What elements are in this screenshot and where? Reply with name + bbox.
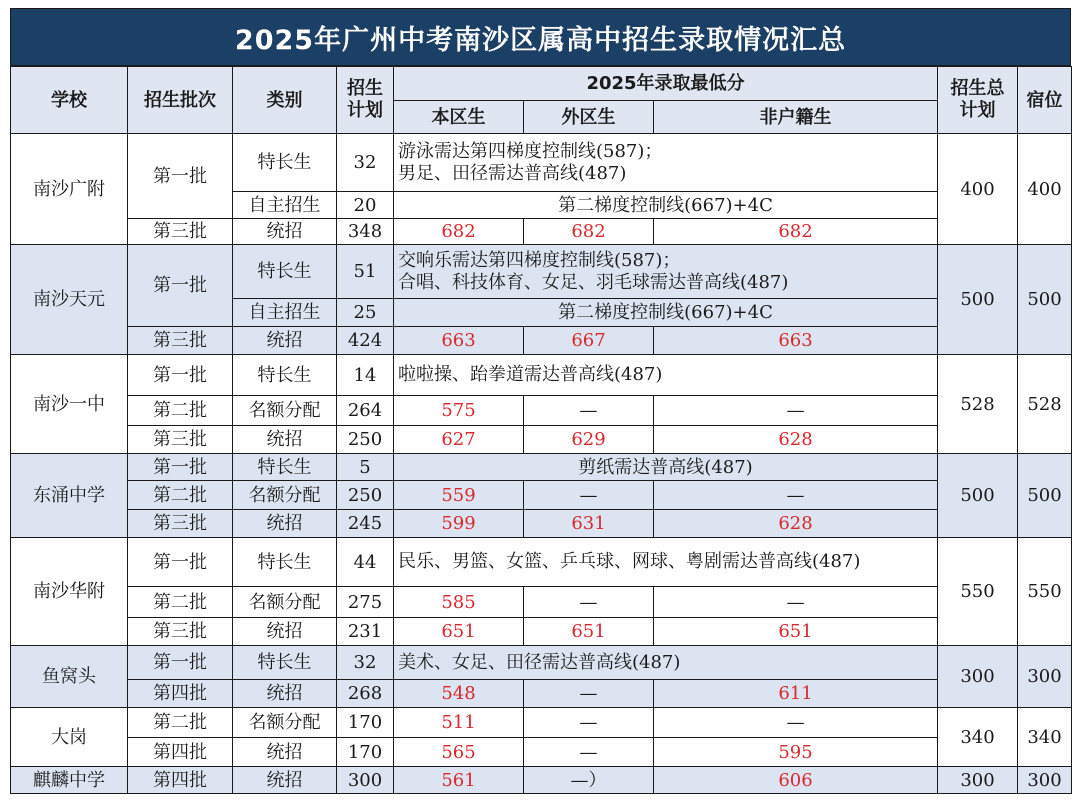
category-cell: 特长生 <box>233 355 337 396</box>
batch-cell: 第一批 <box>128 454 233 481</box>
table-row <box>11 646 1072 680</box>
category-cell: 名额分配 <box>233 396 337 426</box>
score-nonlocal: 611 <box>654 680 938 708</box>
category-cell: 自主招生 <box>233 299 337 327</box>
dorm-cell: 528 <box>1018 355 1072 454</box>
score-other: —） <box>524 767 654 794</box>
batch-cell: 第三批 <box>128 219 233 245</box>
table-row <box>11 355 1072 396</box>
plan-cell: 170 <box>337 708 394 738</box>
dorm-cell: 300 <box>1018 646 1072 708</box>
plan-cell: 245 <box>337 510 394 538</box>
category-cell: 自主招生 <box>233 192 337 219</box>
note-cell <box>394 192 938 219</box>
header-total-plan-label: 招生总计划 <box>950 78 1005 121</box>
table-row <box>11 219 1072 245</box>
score-nonlocal: 663 <box>654 327 938 355</box>
batch-cell: 第一批 <box>128 134 233 219</box>
batch-cell: 第二批 <box>128 396 233 426</box>
score-nonlocal: — <box>654 708 938 738</box>
category-cell: 名额分配 <box>233 587 337 618</box>
table-row <box>11 426 1072 454</box>
plan-cell: 51 <box>337 245 394 299</box>
category-cell: 特长生 <box>233 134 337 192</box>
category-cell: 统招 <box>233 618 337 646</box>
header-plan <box>337 67 394 134</box>
score-nonlocal: 628 <box>654 510 938 538</box>
page-title: 2025年广州中考南沙区属高中招生录取情况汇总 <box>10 8 1071 66</box>
score-other: — <box>524 587 654 618</box>
header-local: 本区生 <box>394 101 524 134</box>
category-cell: 统招 <box>233 680 337 708</box>
table-row <box>11 396 1072 426</box>
note-line: 美术、女足、田径需达普高线(487) <box>398 651 681 673</box>
score-nonlocal: — <box>654 396 938 426</box>
table-row <box>11 538 1072 587</box>
batch-cell: 第四批 <box>128 738 233 767</box>
score-nonlocal: 651 <box>654 618 938 646</box>
header-nonlocal: 非户籍生 <box>654 101 938 134</box>
category-cell: 统招 <box>233 426 337 454</box>
table-row <box>11 708 1072 738</box>
table-row <box>11 245 1072 299</box>
school-name: 南沙广附 <box>11 134 128 245</box>
school-name: 大岗 <box>11 708 128 767</box>
dorm-cell: 400 <box>1018 134 1072 245</box>
score-local: 585 <box>394 587 524 618</box>
score-local: 627 <box>394 426 524 454</box>
note-line: 第二梯度控制线(667)+4C <box>558 194 773 216</box>
plan-cell: 170 <box>337 738 394 767</box>
total-plan-cell: 400 <box>938 134 1018 245</box>
category-cell: 统招 <box>233 219 337 245</box>
note-line: 游泳需达第四梯度控制线(587)； <box>398 140 663 162</box>
header-school: 学校 <box>11 67 128 134</box>
batch-cell: 第四批 <box>128 767 233 794</box>
total-plan-cell: 300 <box>938 767 1018 794</box>
note-line: 交响乐需达第四梯度控制线(587)； <box>398 249 681 271</box>
total-plan-cell: 500 <box>938 454 1018 538</box>
batch-cell: 第二批 <box>128 481 233 510</box>
dorm-cell: 500 <box>1018 245 1072 355</box>
note-cell <box>394 454 938 481</box>
score-other: — <box>524 708 654 738</box>
score-local: 663 <box>394 327 524 355</box>
admission-table <box>10 66 1072 794</box>
score-local: 561 <box>394 767 524 794</box>
batch-cell: 第三批 <box>128 426 233 454</box>
school-name: 麒麟中学 <box>11 767 128 794</box>
note-line: 啦啦操、跆拳道需达普高线(487) <box>398 364 663 385</box>
header-total-plan <box>938 67 1018 134</box>
plan-cell: 250 <box>337 481 394 510</box>
score-other: — <box>524 481 654 510</box>
note-cell <box>394 299 938 327</box>
note-cell <box>394 646 938 680</box>
note-cell <box>394 355 938 396</box>
category-cell: 统招 <box>233 767 337 794</box>
category-cell: 特长生 <box>233 454 337 481</box>
plan-cell: 20 <box>337 192 394 219</box>
score-other: 631 <box>524 510 654 538</box>
header-plan-label: 招生计划 <box>347 78 383 121</box>
plan-cell: 250 <box>337 426 394 454</box>
total-plan-cell: 340 <box>938 708 1018 767</box>
table-row <box>11 618 1072 646</box>
note-line: 第二梯度控制线(667)+4C <box>558 302 773 323</box>
plan-cell: 348 <box>337 219 394 245</box>
category-cell: 名额分配 <box>233 481 337 510</box>
plan-cell: 32 <box>337 134 394 192</box>
plan-cell: 424 <box>337 327 394 355</box>
note-cell <box>394 134 938 192</box>
table-row <box>11 510 1072 538</box>
total-plan-cell: 300 <box>938 646 1018 708</box>
score-nonlocal: 595 <box>654 738 938 767</box>
category-cell: 统招 <box>233 738 337 767</box>
table-row <box>11 454 1072 481</box>
score-other: — <box>524 738 654 767</box>
table-row <box>11 738 1072 767</box>
batch-cell: 第一批 <box>128 538 233 587</box>
score-local: 511 <box>394 708 524 738</box>
category-cell: 特长生 <box>233 245 337 299</box>
note-line: 民乐、男篮、女篮、乒乓球、网球、粤剧需达普高线(487) <box>398 551 861 572</box>
note-line: 剪纸需达普高线(487) <box>578 456 753 478</box>
table-row <box>11 481 1072 510</box>
note-line: 男足、田径需达普高线(487) <box>398 162 627 184</box>
batch-cell: 第三批 <box>128 510 233 538</box>
score-other: — <box>524 396 654 426</box>
total-plan-cell: 500 <box>938 245 1018 355</box>
score-local: 565 <box>394 738 524 767</box>
table-row <box>11 327 1072 355</box>
score-nonlocal: — <box>654 481 938 510</box>
score-nonlocal: — <box>654 587 938 618</box>
category-cell: 特长生 <box>233 646 337 680</box>
school-name: 南沙天元 <box>11 245 128 355</box>
dorm-cell: 550 <box>1018 538 1072 646</box>
total-plan-cell: 528 <box>938 355 1018 454</box>
table-row <box>11 134 1072 192</box>
score-other: 667 <box>524 327 654 355</box>
score-local: 575 <box>394 396 524 426</box>
score-other: 651 <box>524 618 654 646</box>
plan-cell: 264 <box>337 396 394 426</box>
score-local: 559 <box>394 481 524 510</box>
plan-cell: 268 <box>337 680 394 708</box>
batch-cell: 第三批 <box>128 618 233 646</box>
score-local: 548 <box>394 680 524 708</box>
score-nonlocal: 682 <box>654 219 938 245</box>
batch-cell: 第四批 <box>128 680 233 708</box>
plan-cell: 14 <box>337 355 394 396</box>
plan-cell: 300 <box>337 767 394 794</box>
category-cell: 名额分配 <box>233 708 337 738</box>
batch-cell: 第二批 <box>128 587 233 618</box>
dorm-cell: 340 <box>1018 708 1072 767</box>
score-local: 682 <box>394 219 524 245</box>
header-dorm: 宿位 <box>1018 67 1072 134</box>
school-name: 东涌中学 <box>11 454 128 538</box>
plan-cell: 231 <box>337 618 394 646</box>
dorm-cell: 500 <box>1018 454 1072 538</box>
plan-cell: 25 <box>337 299 394 327</box>
score-nonlocal: 606 <box>654 767 938 794</box>
table-row <box>11 587 1072 618</box>
score-nonlocal: 628 <box>654 426 938 454</box>
category-cell: 统招 <box>233 327 337 355</box>
school-name: 南沙华附 <box>11 538 128 646</box>
score-other: — <box>524 680 654 708</box>
header-category: 类别 <box>233 67 337 134</box>
header-batch: 招生批次 <box>128 67 233 134</box>
score-other: 682 <box>524 219 654 245</box>
batch-cell: 第二批 <box>128 708 233 738</box>
batch-cell: 第三批 <box>128 327 233 355</box>
school-name: 南沙一中 <box>11 355 128 454</box>
plan-cell: 32 <box>337 646 394 680</box>
score-local: 599 <box>394 510 524 538</box>
header-other: 外区生 <box>524 101 654 134</box>
plan-cell: 44 <box>337 538 394 587</box>
plan-cell: 275 <box>337 587 394 618</box>
batch-cell: 第一批 <box>128 355 233 396</box>
table-row <box>11 680 1072 708</box>
note-cell <box>394 245 938 299</box>
note-cell <box>394 538 938 587</box>
total-plan-cell: 550 <box>938 538 1018 646</box>
plan-cell: 5 <box>337 454 394 481</box>
dorm-cell: 300 <box>1018 767 1072 794</box>
batch-cell: 第一批 <box>128 245 233 327</box>
category-cell: 统招 <box>233 510 337 538</box>
table-row <box>11 767 1072 794</box>
category-cell: 特长生 <box>233 538 337 587</box>
header-min-score: 2025年录取最低分 <box>394 67 938 101</box>
note-line: 合唱、科技体育、女足、羽毛球需达普高线(487) <box>398 271 789 293</box>
score-local: 651 <box>394 618 524 646</box>
batch-cell: 第一批 <box>128 646 233 680</box>
school-name: 鱼窝头 <box>11 646 128 708</box>
score-other: 629 <box>524 426 654 454</box>
